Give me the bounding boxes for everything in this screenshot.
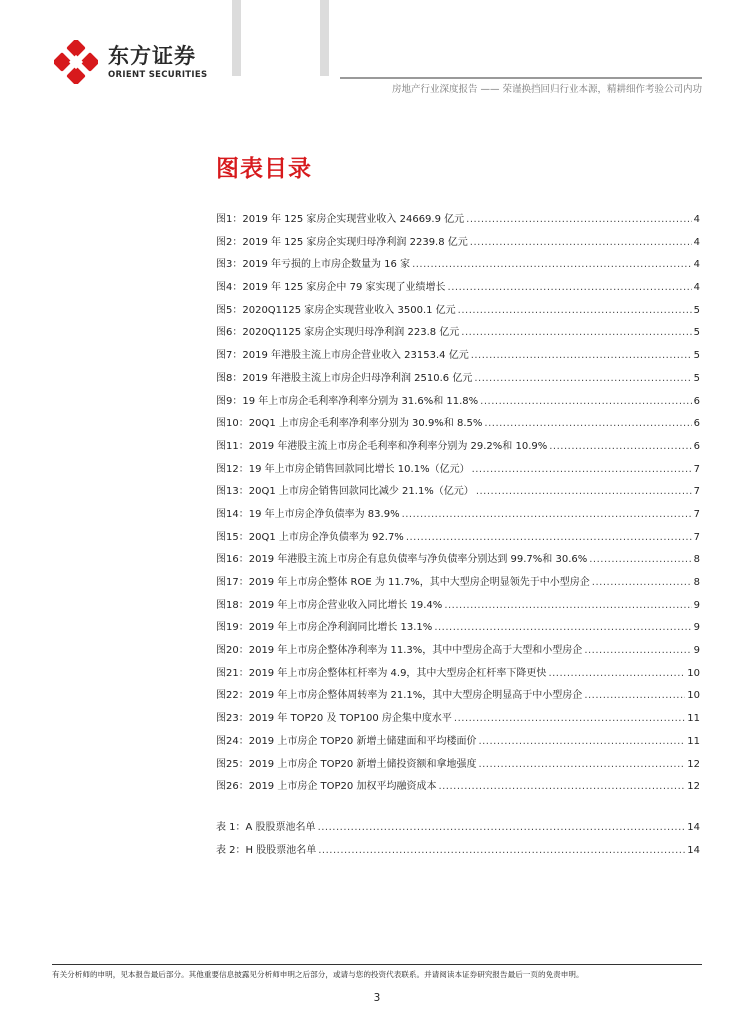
toc-entry-page: 12 <box>687 781 700 793</box>
toc-entry-page: 6 <box>693 418 700 430</box>
toc-entry-label: 表 1：A 股股票池名单 <box>216 822 316 833</box>
toc-entry-page: 6 <box>693 440 700 452</box>
header-decor-bar <box>232 0 241 76</box>
toc-entry-label: 图18：2019 年上市房企营业收入同比增长 19.4% <box>216 599 443 611</box>
toc-entry-label: 图4：2019 年 125 家房企中 79 家实现了业绩增长 <box>216 282 446 294</box>
toc-entry[interactable] <box>216 255 700 278</box>
toc-entry[interactable] <box>216 664 700 687</box>
toc-entry-label: 图25：2019 上市房企 TOP20 新增土储投资额和拿地强度 <box>216 758 477 770</box>
toc-entry[interactable] <box>216 392 700 415</box>
toc-entry-page: 5 <box>693 327 700 339</box>
toc-entry[interactable] <box>216 323 700 346</box>
toc-entry-page: 14 <box>687 822 700 833</box>
toc-entry[interactable] <box>216 818 700 841</box>
toc-entry[interactable] <box>216 777 700 800</box>
toc-entry[interactable] <box>216 505 700 528</box>
toc-entry[interactable] <box>216 528 700 551</box>
footer-rule <box>52 964 702 965</box>
toc-entry-label: 图22：2019 年上市房企整体周转率为 21.1%，其中大型房企明显高于中小型房企 <box>216 690 583 702</box>
toc-title: 图表目录 <box>216 156 312 182</box>
toc-entry[interactable] <box>216 732 700 755</box>
toc-entry[interactable] <box>216 369 700 392</box>
toc-entry-label: 表 2：H 股股票池名单 <box>216 844 317 856</box>
toc-entry-page: 12 <box>687 758 700 770</box>
toc-entry-label: 图13：20Q1 上市房企销售回款同比减少 21.1%（亿元） <box>216 486 474 498</box>
toc-entry[interactable] <box>216 278 700 301</box>
toc-entry-label: 图3：2019 年亏损的上市房企数量为 16 家 <box>216 259 411 271</box>
toc-entry[interactable] <box>216 210 700 233</box>
logo-chinese-name: 东方证券 <box>108 44 196 68</box>
toc-entry[interactable] <box>216 301 700 324</box>
toc-entry-label: 图7：2019 年港股主流上市房企营业收入 23153.4 亿元 <box>216 350 469 362</box>
toc-entry-label: 图15：20Q1 上市房企净负债率为 92.7% <box>216 531 404 543</box>
toc-entry[interactable] <box>216 414 700 437</box>
toc-entry-label: 图14：19 年上市房企净负债率为 83.9% <box>216 508 400 520</box>
toc-entry-page: 7 <box>693 463 700 475</box>
toc-entry-page: 4 <box>693 236 700 248</box>
toc-entry[interactable] <box>216 641 700 664</box>
toc-entry-label: 图17：2019 年上市房企整体 ROE 为 11.7%，其中大型房企明显领先于中小型房企 <box>216 577 590 588</box>
table-list <box>216 818 700 863</box>
report-title: 房地产行业深度报告 —— 荣谨换挡回归行业本源，精耕细作考验公司内功 <box>391 84 702 95</box>
toc-entry-label: 图2：2019 年 125 家房企实现归母净利润 2239.8 亿元 <box>216 236 468 248</box>
toc-entry-label: 图5：2020Q1125 家房企实现营业收入 3500.1 亿元 <box>216 304 456 316</box>
toc-entry-page: 5 <box>693 372 700 384</box>
toc-entry[interactable] <box>216 482 700 505</box>
toc-entry-label: 图19：2019 年上市房企净利润同比增长 13.1% <box>216 622 433 634</box>
toc-entry-label: 图11：2019 年港股主流上市房企毛利率和净利率分别为 29.2%和 10.9% <box>216 440 548 452</box>
toc-entry-page: 14 <box>687 844 700 856</box>
toc-entry-label: 图24：2019 上市房企 TOP20 新增土储建面和平均楼面价 <box>216 735 477 747</box>
toc-entry-page: 4 <box>693 282 700 294</box>
toc-entry-page: 7 <box>693 486 700 498</box>
logo-english-name: ORIENT SECURITIES <box>108 70 208 80</box>
toc-entry-page: 8 <box>693 577 700 588</box>
footer-disclaimer: 有关分析师的申明，见本报告最后部分。其他重要信息披露见分析师申明之后部分，或请与您的投资代表联系。并请阅读本证券研究报告最后一页的免责申明。 <box>52 970 584 979</box>
header-rule <box>340 77 702 79</box>
toc-entry-label: 图8：2019 年港股主流上市房企归母净利润 2510.6 亿元 <box>216 372 473 384</box>
toc-entry-label: 图12：19 年上市房企销售回款同比增长 10.1%（亿元） <box>216 463 470 475</box>
toc-entry-label: 图20：2019 年上市房企整体净利率为 11.3%，其中中型房企高于大型和小型房企 <box>216 645 583 657</box>
toc-entry-page: 10 <box>687 667 700 679</box>
toc-entry-page: 10 <box>687 690 700 702</box>
toc-entry[interactable] <box>216 233 700 256</box>
toc-entry-page: 9 <box>693 645 700 657</box>
toc-entry-page: 8 <box>693 554 700 566</box>
toc-entry-page: 7 <box>693 508 700 520</box>
toc-entry[interactable] <box>216 709 700 732</box>
toc-entry-label: 图16：2019 年港股主流上市房企有息负债率与净负债率分别达到 99.7%和 30.6% <box>216 554 588 566</box>
toc-entry-page: 4 <box>693 214 700 225</box>
toc-entry-page: 11 <box>687 735 700 747</box>
toc-entry-label: 图1：2019 年 125 家房企实现营业收入 24669.9 亿元 <box>216 214 465 225</box>
toc-entry-page: 9 <box>693 622 700 634</box>
header-decor-bar <box>320 0 329 76</box>
toc-entry-page: 6 <box>693 395 700 407</box>
page-number: 3 <box>373 992 381 1004</box>
toc-entry-page: 7 <box>693 531 700 543</box>
orient-securities-logo-icon <box>54 40 98 84</box>
toc-entry-label: 图10：20Q1 上市房企毛利率净利率分别为 30.9%和 8.5% <box>216 418 483 430</box>
toc-entry[interactable] <box>216 841 700 864</box>
toc-entry[interactable] <box>216 573 700 596</box>
toc-entry[interactable] <box>216 550 700 573</box>
toc-entry[interactable] <box>216 755 700 778</box>
toc-entry-page: 11 <box>687 713 700 725</box>
toc-entry-page: 9 <box>693 599 700 611</box>
toc-entry-page: 4 <box>693 259 700 271</box>
toc-entry[interactable] <box>216 437 700 460</box>
toc-entry[interactable] <box>216 460 700 483</box>
toc-entry-label: 图9：19 年上市房企毛利率净利率分别为 31.6%和 11.8% <box>216 395 479 407</box>
toc-entry-label: 图23：2019 年 TOP20 及 TOP100 房企集中度水平 <box>216 713 452 725</box>
toc-entry-label: 图26：2019 上市房企 TOP20 加权平均融资成本 <box>216 781 437 793</box>
toc-entry-label: 图21：2019 年上市房企整体杠杆率为 4.9，其中大型房企杠杆率下降更快 <box>216 667 547 679</box>
toc-entry[interactable] <box>216 618 700 641</box>
toc-entry-page: 5 <box>693 350 700 362</box>
toc-entry[interactable] <box>216 596 700 619</box>
toc-entry-label: 图6：2020Q1125 家房企实现归母净利润 223.8 亿元 <box>216 327 460 339</box>
toc-entry[interactable] <box>216 346 700 369</box>
figure-list <box>216 210 700 800</box>
toc-entry-page: 5 <box>693 304 700 316</box>
toc-entry[interactable] <box>216 686 700 709</box>
